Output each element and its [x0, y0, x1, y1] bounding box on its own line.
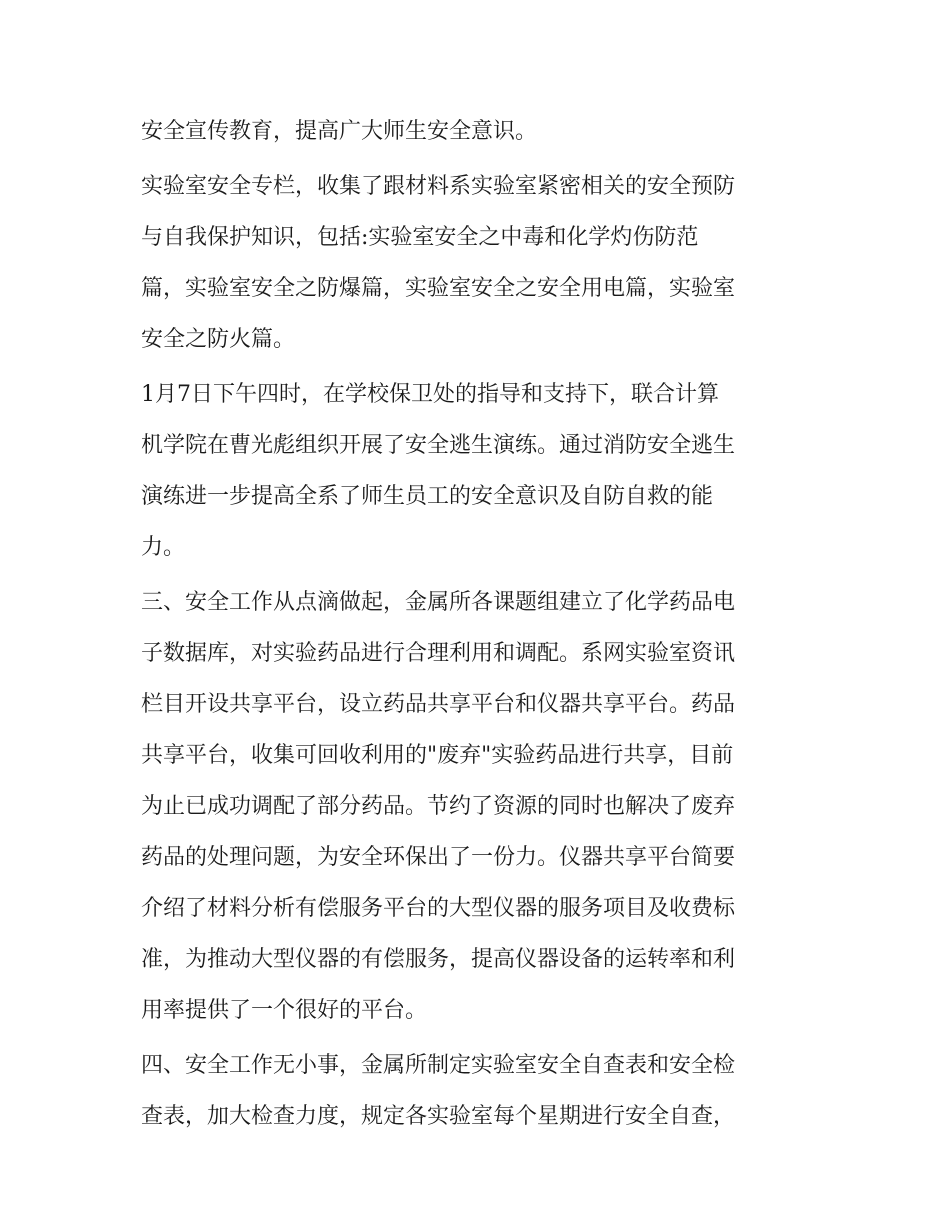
text-line: 为止已成功调配了部分药品。节约了资源的同时也解决了废弃 [141, 794, 736, 819]
text-line: 安全宣传教育，提高广大师生安全意识。 [141, 119, 538, 144]
text-line: 机学院在曹光彪组织开展了安全逃生演练。通过消防安全逃生 [141, 433, 736, 458]
text-line: 准，为推动大型仪器的有偿服务，提高仪器设备的运转率和利 [141, 947, 736, 972]
text-line: 力。 [141, 535, 186, 560]
text-line: 药品的处理问题，为安全环保出了一份力。仪器共享平台简要 [141, 845, 736, 870]
text-line: 1月7日下午四时，在学校保卫处的指导和支持下，联合计算 [141, 382, 719, 407]
text-line: 用率提供了一个很好的平台。 [141, 998, 428, 1023]
text-line: 三、安全工作从点滴做起，金属所各课题组建立了化学药品电 [141, 590, 736, 615]
document-body [141, 106, 811, 1142]
text-line: 演练进一步提高全系了师生员工的安全意识及自防自救的能 [141, 484, 714, 509]
text-line: 介绍了材料分析有偿服务平台的大型仪器的服务项目及收费标 [141, 896, 736, 921]
text-line: 四、安全工作无小事，金属所制定实验室安全自查表和安全检 [141, 1053, 736, 1078]
paragraph [141, 161, 811, 365]
text-line: 查表，加大检查力度，规定各实验室每个星期进行安全自查， [141, 1104, 736, 1129]
text-line: 实验室安全专栏，收集了跟材料系实验室紧密相关的安全预防 [141, 174, 736, 199]
text-line: 共享平台，收集可回收利用的"废弃"实验药品进行共享，目前 [141, 743, 734, 768]
text-line: 安全之防火篇。 [141, 327, 296, 352]
paragraph [141, 369, 811, 573]
text-line: 子数据库，对实验药品进行合理利用和调配。系网实验室资讯 [141, 641, 736, 666]
text-line: 与自我保护知识，包括:实验室安全之中毒和化学灼伤防范 [141, 225, 699, 250]
paragraph [141, 577, 811, 1036]
paragraph [141, 1040, 811, 1142]
text-line: 篇，实验室安全之防爆篇，实验室安全之安全用电篇，实验室 [141, 276, 736, 301]
paragraph [141, 106, 811, 157]
text-line: 栏目开设共享平台，设立药品共享平台和仪器共享平台。药品 [141, 692, 736, 717]
